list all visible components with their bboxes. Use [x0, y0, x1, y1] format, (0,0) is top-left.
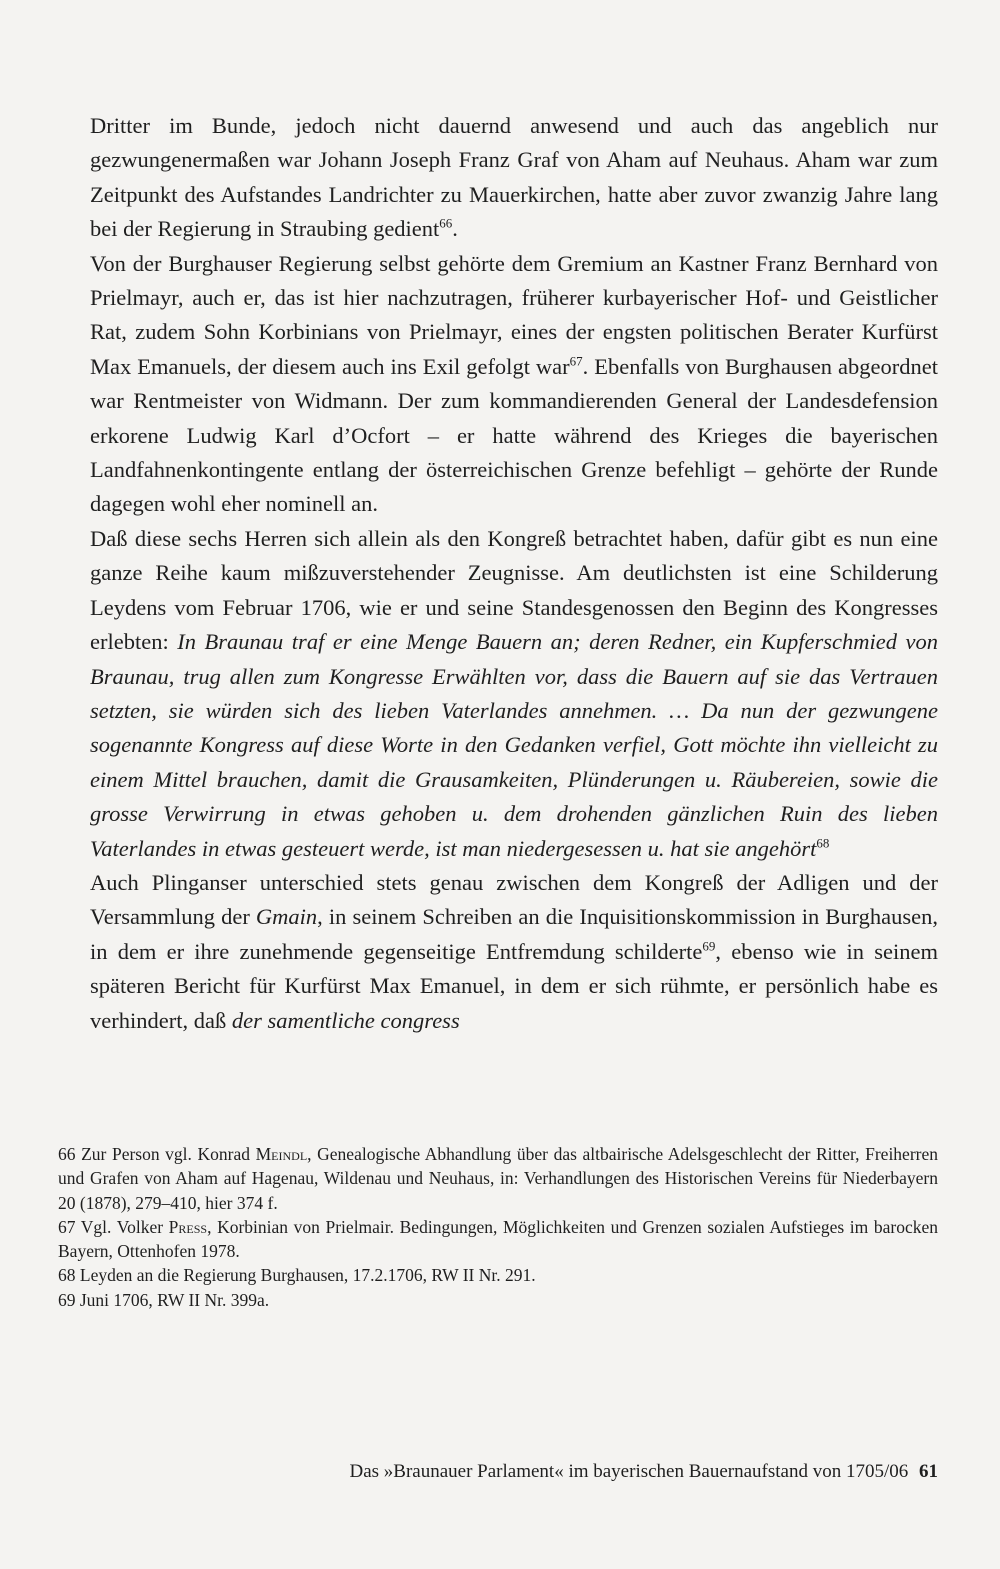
text-run: .: [452, 216, 458, 242]
running-title: Das »Braunauer Parlament« im bayerischen Bauernaufstand von 1705/06: [349, 1461, 909, 1482]
text-run: , ebenso wie in seinem späteren Bericht für Kurfürst Max Emanuel, in dem er sich rühmte, er persönlich habe es verhindert, daß: [90, 938, 938, 1033]
body-paragraph: [90, 109, 938, 247]
author-name: Meindl: [255, 1144, 308, 1164]
footnote-ref: 67: [569, 353, 583, 369]
italic-quote: Gmain: [255, 904, 318, 930]
footnote: [58, 1142, 938, 1215]
body-paragraph: [90, 247, 938, 522]
main-text: [90, 109, 938, 1038]
footnote-ref: 66: [439, 215, 453, 231]
text-run: Dritter im Bunde, jedoch nicht dauernd anwesend und auch das angeblich nur gezwungenermaßen war Johann Joseph Franz Graf von Aham auf Neuhaus. Aham war zum Zeitpunkt des Aufstandes Landrichter zu Mauerkirchen, hatte aber zuvor zwanzig Jahre lang bei der Regierung in Straubing gedient: [90, 113, 938, 242]
text-run: 67 Vgl. Volker: [58, 1216, 169, 1237]
body-paragraph: [90, 866, 938, 1038]
text-run: Auch Plinganser unterschied stets genau zwischen dem Kongreß der Adligen und der Versammlung der: [90, 869, 938, 930]
footnote: [58, 1215, 938, 1264]
footnote: [58, 1263, 938, 1287]
italic-quote: In Braunau traf er eine Menge Bauern an; deren Redner, ein Kupferschmied von Braunau, trug allen zum Kongresse Erwählten vor, dass die Bauern auf sie das Vertrauen setzten, sie würden sich des lieben Vaterlandes annehmen. … Da nun der gezwungene sogenannte Kongress auf diese Worte in den Gedanken verfiel, Gott möchte ihn vielleicht zu einem Mittel brauchen, damit die Grausamkeiten, Plünderungen u. Räubereien, sowie die grosse Verwirrung in etwas gehoben u. dem drohenden gänzlichen Ruin des lieben Vaterlandes in etwas gesteuert werde, ist man niedergesessen u. hat sie angehört: [90, 629, 938, 861]
italic-quote: der samentliche congress: [231, 1007, 460, 1033]
text-run: , in seinem Schreiben an die Inquisitionskommission in Burghausen, in dem er ihre zunehmende gegenseitige Entfremdung schilderte: [90, 904, 938, 964]
text-run: , Genealogische Abhandlung über das altbairische Adelsgeschlecht der Ritter, Freiherren und Grafen von Aham auf Hagenau, Wildenau und Neuhaus, in: Verhandlungen des Historischen Vereins für Niederbayern 20 (1878), 279–410, hier 374 f.: [58, 1144, 938, 1213]
text-run: . Ebenfalls von Burghausen abgeordnet war Rentmeister von Widmann. Der zum kommandierenden General der Landesdefension erkorene Ludwig Karl d’Ocfort – er hatte während des Krieges die bayerischen Landfahnenkontingente entlang der österreichischen Grenze befehligt – gehörte der Runde dagegen wohl eher nominell an.: [90, 353, 938, 517]
text-run: Daß diese sechs Herren sich allein als den Kongreß betrachtet haben, dafür gibt es nun eine ganze Reihe kaum mißzuverstehender Zeugnisse. Am deutlichsten ist eine Schilderung Leydens vom Februar 1706, wie er und seine Standesgenossen den Beginn des Kongresses erlebten:: [90, 525, 938, 655]
page-number: 61: [919, 1461, 938, 1482]
footnote: [58, 1288, 938, 1312]
text-run: 69 Juni 1706, RW II Nr. 399a.: [58, 1289, 270, 1310]
footnote-ref: 69: [702, 938, 716, 954]
footnotes: [58, 1142, 938, 1312]
text-run: Von der Burghauser Regierung selbst gehörte dem Gremium an Kastner Franz Bernhard von Prielmayr, auch er, das ist hier nachzutragen, früherer kurbayerischer Hof- und Geistlicher Rat, zudem Sohn Korbinians von Prielmayr, eines der engsten politischen Berater Kurfürst Max Emanuels, der diesem auch ins Exil gefolgt war: [90, 250, 938, 379]
running-footer: [349, 1461, 938, 1483]
text-run: 66 Zur Person vgl. Konrad: [58, 1144, 256, 1164]
footnote-ref: 68: [816, 835, 830, 851]
text-run: 68 Leyden an die Regierung Burghausen, 17.2.1706, RW II Nr. 291.: [58, 1265, 536, 1286]
body-paragraph: [90, 522, 938, 866]
text-run: , Korbinian von Prielmair. Bedingungen, Möglichkeiten und Grenzen sozialen Aufstieges im barocken Bayern, Ottenhofen 1978.: [58, 1216, 938, 1262]
author-name: Press: [168, 1216, 208, 1237]
